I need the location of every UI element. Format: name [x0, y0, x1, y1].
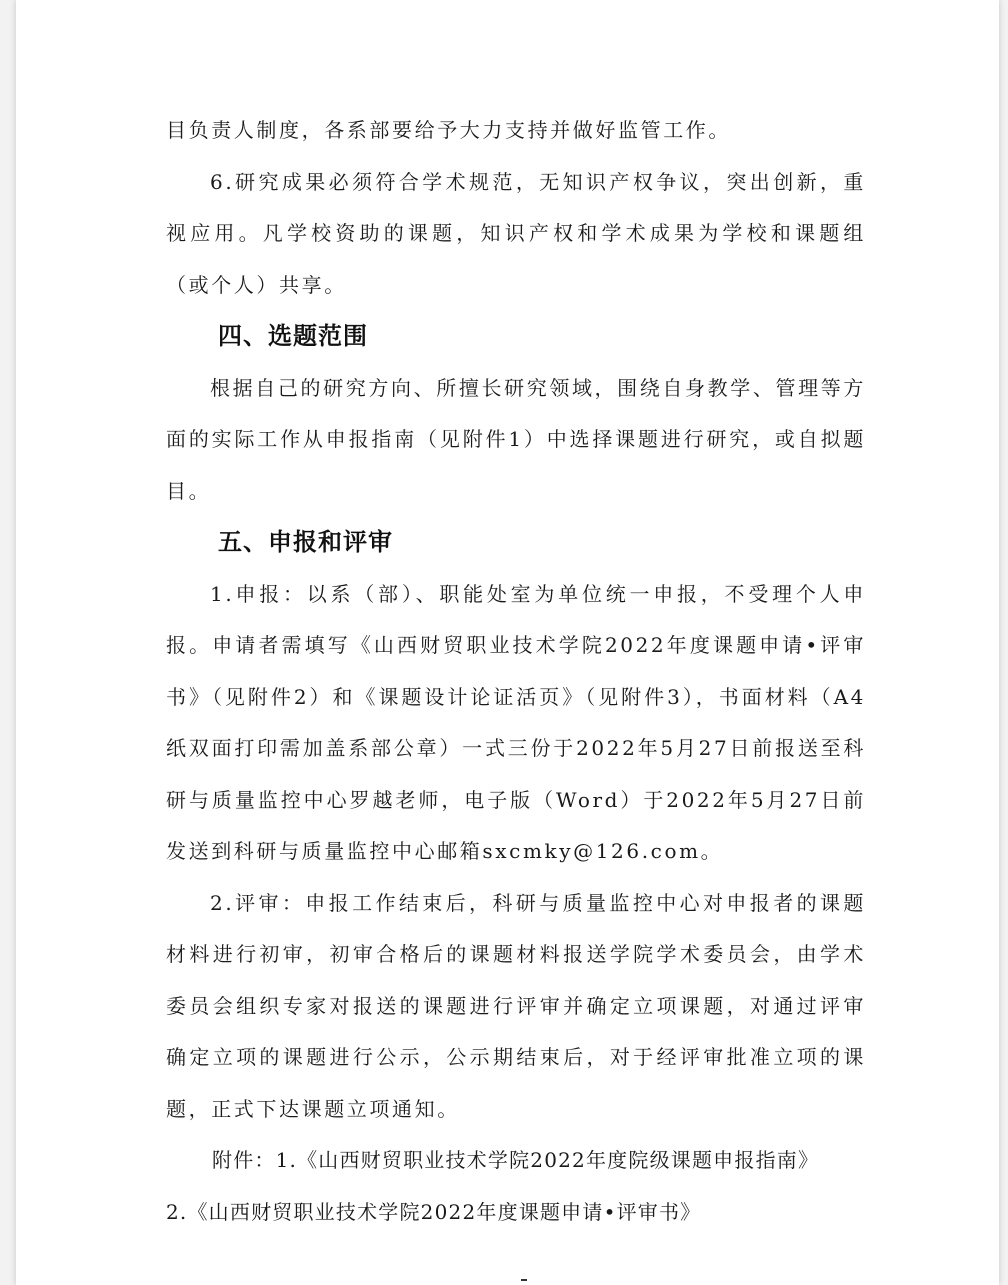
section-heading-application-review: 五、申报和评审: [218, 528, 393, 556]
paragraph-review: 2.评审：申报工作结束后，科研与质量监控中心对申报者的课题材料进行初审，初审合格后的课题材料报送学院学术委员会，由学术委员会组织专家对报送的课题进行评审并确定立项课题，对通过评审确定立项的课题进行公示，公示期结束后，对于经评审批准立项的课题，正式下达课题立项通知。: [166, 890, 866, 1121]
paragraph-responsibility: 目负责人制度，各系部要给予大力支持并做好监管工作。: [166, 118, 731, 142]
page-number-mark: [521, 1279, 527, 1281]
section-heading-topic-scope: 四、选题范围: [218, 322, 368, 350]
document-page: [16, 0, 999, 1285]
paragraph-topic-scope: 根据自己的研究方向、所擅长研究领域，围绕自身教学、管理等方面的实际工作从申报指南（见附件1）中选择课题进行研究，或自拟题目。: [166, 375, 866, 503]
attachment-item-1: 附件：1.《山西财贸职业技术学院2022年度院级课题申报指南》: [212, 1148, 820, 1172]
attachment-item-2: 2.《山西财贸职业技术学院2022年度课题申请•评审书》: [166, 1199, 702, 1224]
document-body: [166, 105, 866, 1238]
paragraph-application: 1.申报：以系（部）、职能处室为单位统一申报，不受理个人申报。申请者需填写《山西财贸职业技术学院2022年度课题申请•评审书》（见附件2）和《课题设计论证活页》（见附件3），书面材料（A4纸双面打印需加盖系部公章）一式三份于2022年5月27日前报送至科研与质量监控中心罗越老师，电子版（Word）于2022年5月27日前发送到科研与质量监控中心邮箱sxcmky@126.com。: [166, 581, 866, 863]
paragraph-research-results: 6.研究成果必须符合学术规范，无知识产权争议，突出创新，重视应用。凡学校资助的课题，知识产权和学术成果为学校和课题组（或个人）共享。: [166, 169, 866, 297]
